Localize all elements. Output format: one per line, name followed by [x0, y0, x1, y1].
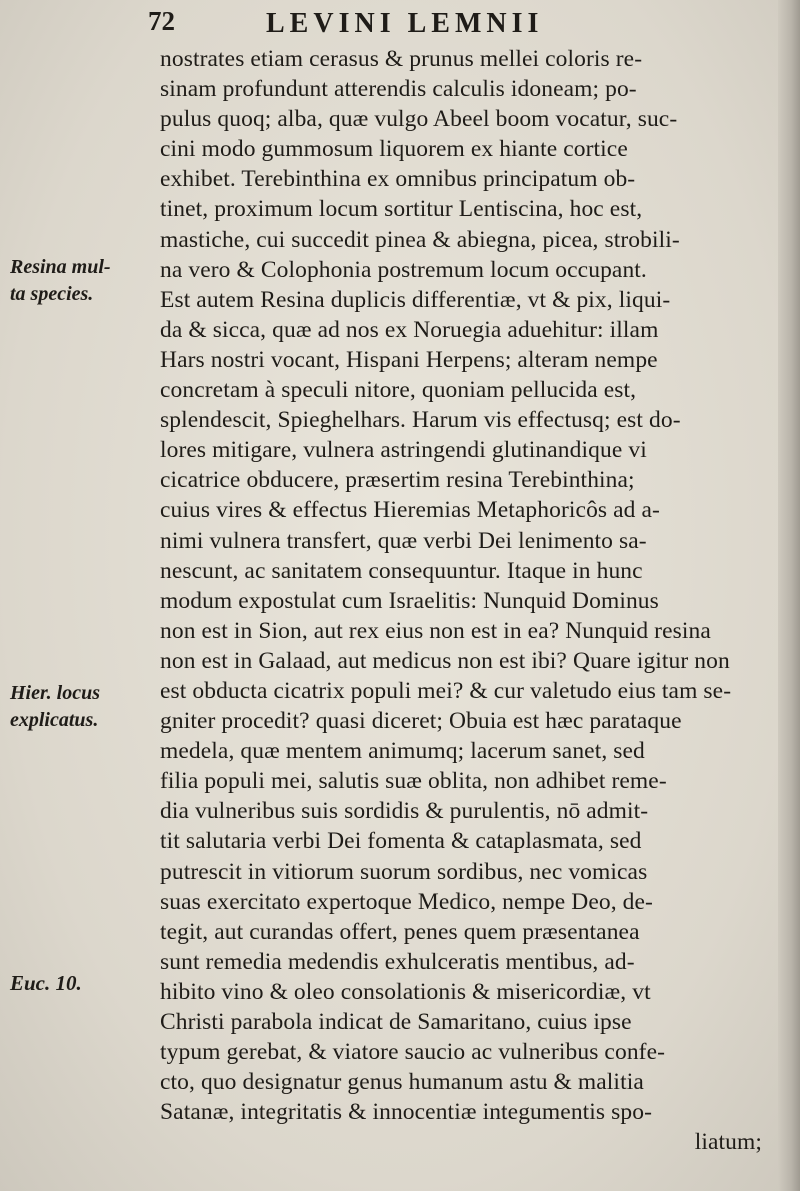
text-line: da & sicca, quæ ad nos ex Noruegia aduehitur: illam — [160, 316, 659, 343]
page-gutter-shadow — [778, 0, 800, 1191]
text-line: tinet, proximum locum sortitur Lentiscina, hoc est, — [160, 196, 643, 223]
text-line: est obducta cicatrix populi mei? & cur valetudo eius tam se- — [160, 677, 732, 704]
margin-note-line: explicatus. — [10, 709, 99, 731]
margin-note-line: Euc. 10. — [10, 971, 82, 995]
text-line: exhibet. Terebinthina ex omnibus principatum ob- — [160, 166, 636, 193]
text-line: splendescit, Spieghelhars. Harum vis effectusq; est do- — [160, 407, 681, 434]
text-line: typum gerebat, & viatore saucio ac vulneribus confe- — [160, 1039, 666, 1066]
text-line: Hars nostri vocant, Hispani Herpens; alteram nempe — [160, 346, 658, 373]
text-line: sinam profundunt atterendis calculis idoneam; po- — [160, 76, 637, 103]
running-head: LEVINI LEMNII — [266, 8, 544, 39]
text-line: filia populi mei, salutis suæ oblita, non adhibet reme- — [160, 768, 667, 795]
text-line: putrescit in vitiorum suorum sordibus, nec vomicas — [160, 858, 648, 885]
text-line: nescunt, ac sanitatem consequuntur. Itaque in hunc — [160, 557, 643, 584]
text-line: tegit, aut curandas offert, penes quem præsentanea — [160, 918, 640, 945]
text-line: hibito vino & oleo consolationis & misericordiæ, vt — [160, 978, 651, 1005]
text-line: nimi vulnera transfert, quæ verbi Dei lenimento sa- — [160, 527, 647, 554]
margin-note-hier — [10, 680, 155, 734]
text-line: Satanæ, integritatis & innocentiæ integumentis spo- — [160, 1099, 653, 1126]
text-line: suas exercitato expertoque Medico, nempe Deo, de- — [160, 888, 653, 915]
text-line: lores mitigare, vulnera astringendi glutinandique vi — [160, 437, 647, 464]
margin-note-line: ta species. — [10, 283, 94, 305]
text-line: non est in Sion, aut rex eius non est in ea? Nunquid resina — [160, 617, 711, 644]
text-line: liatum; — [694, 1129, 762, 1156]
text-line: medela, quæ mentem animumq; lacerum sanet, sed — [160, 738, 645, 765]
text-line: cini modo gummosum liquorem ex hiante cortice — [160, 136, 628, 163]
text-line: dia vulneribus suis sordidis & purulentis, nō admit- — [160, 798, 649, 825]
margin-note-line: Resina mul- — [10, 256, 111, 278]
margin-note-line: Hier. locus — [10, 682, 101, 704]
text-line: cicatrice obducere, præsertim resina Terebinthina; — [160, 467, 635, 494]
text-line: na vero & Colophonia postremum locum occupant. — [160, 256, 647, 283]
text-line: gniter procedit? quasi diceret; Obuia est hæc parataque — [160, 708, 682, 735]
text-line: modum expostulat cum Israelitis: Nunquid Dominus — [160, 587, 659, 614]
page-number: 72 — [148, 6, 175, 36]
page-header — [148, 6, 768, 48]
text-line: nostrates etiam cerasus & prunus mellei coloris re- — [160, 46, 643, 72]
text-line: sunt remedia medendis exhulceratis mentibus, ad- — [160, 948, 635, 975]
text-line: tit salutaria verbi Dei fomenta & cataplasmata, sed — [160, 828, 642, 855]
text-line: cuius vires & effectus Hieremias Metaphoricôs ad a- — [160, 497, 660, 524]
text-line: Christi parabola indicat de Samaritano, cuius ipse — [160, 1009, 632, 1035]
body-text — [160, 44, 770, 1157]
text-line: non est in Galaad, aut medicus non est ibi? Quare igitur non — [160, 647, 730, 674]
margin-note-resina — [10, 254, 155, 308]
margin-note-euc — [10, 970, 155, 997]
text-line: concretam à speculi nitore, quoniam pellucida est, — [160, 377, 637, 404]
text-line: pulus quoq; alba, quæ vulgo Abeel boom vocatur, suc- — [160, 106, 678, 133]
text-line: cto, quo designatur genus humanum astu & malitia — [160, 1069, 644, 1096]
text-line: Est autem Resina duplicis differentiæ, vt & pix, liqui- — [160, 286, 671, 313]
text-line: mastiche, cui succedit pinea & abiegna, picea, strobili- — [160, 226, 680, 253]
